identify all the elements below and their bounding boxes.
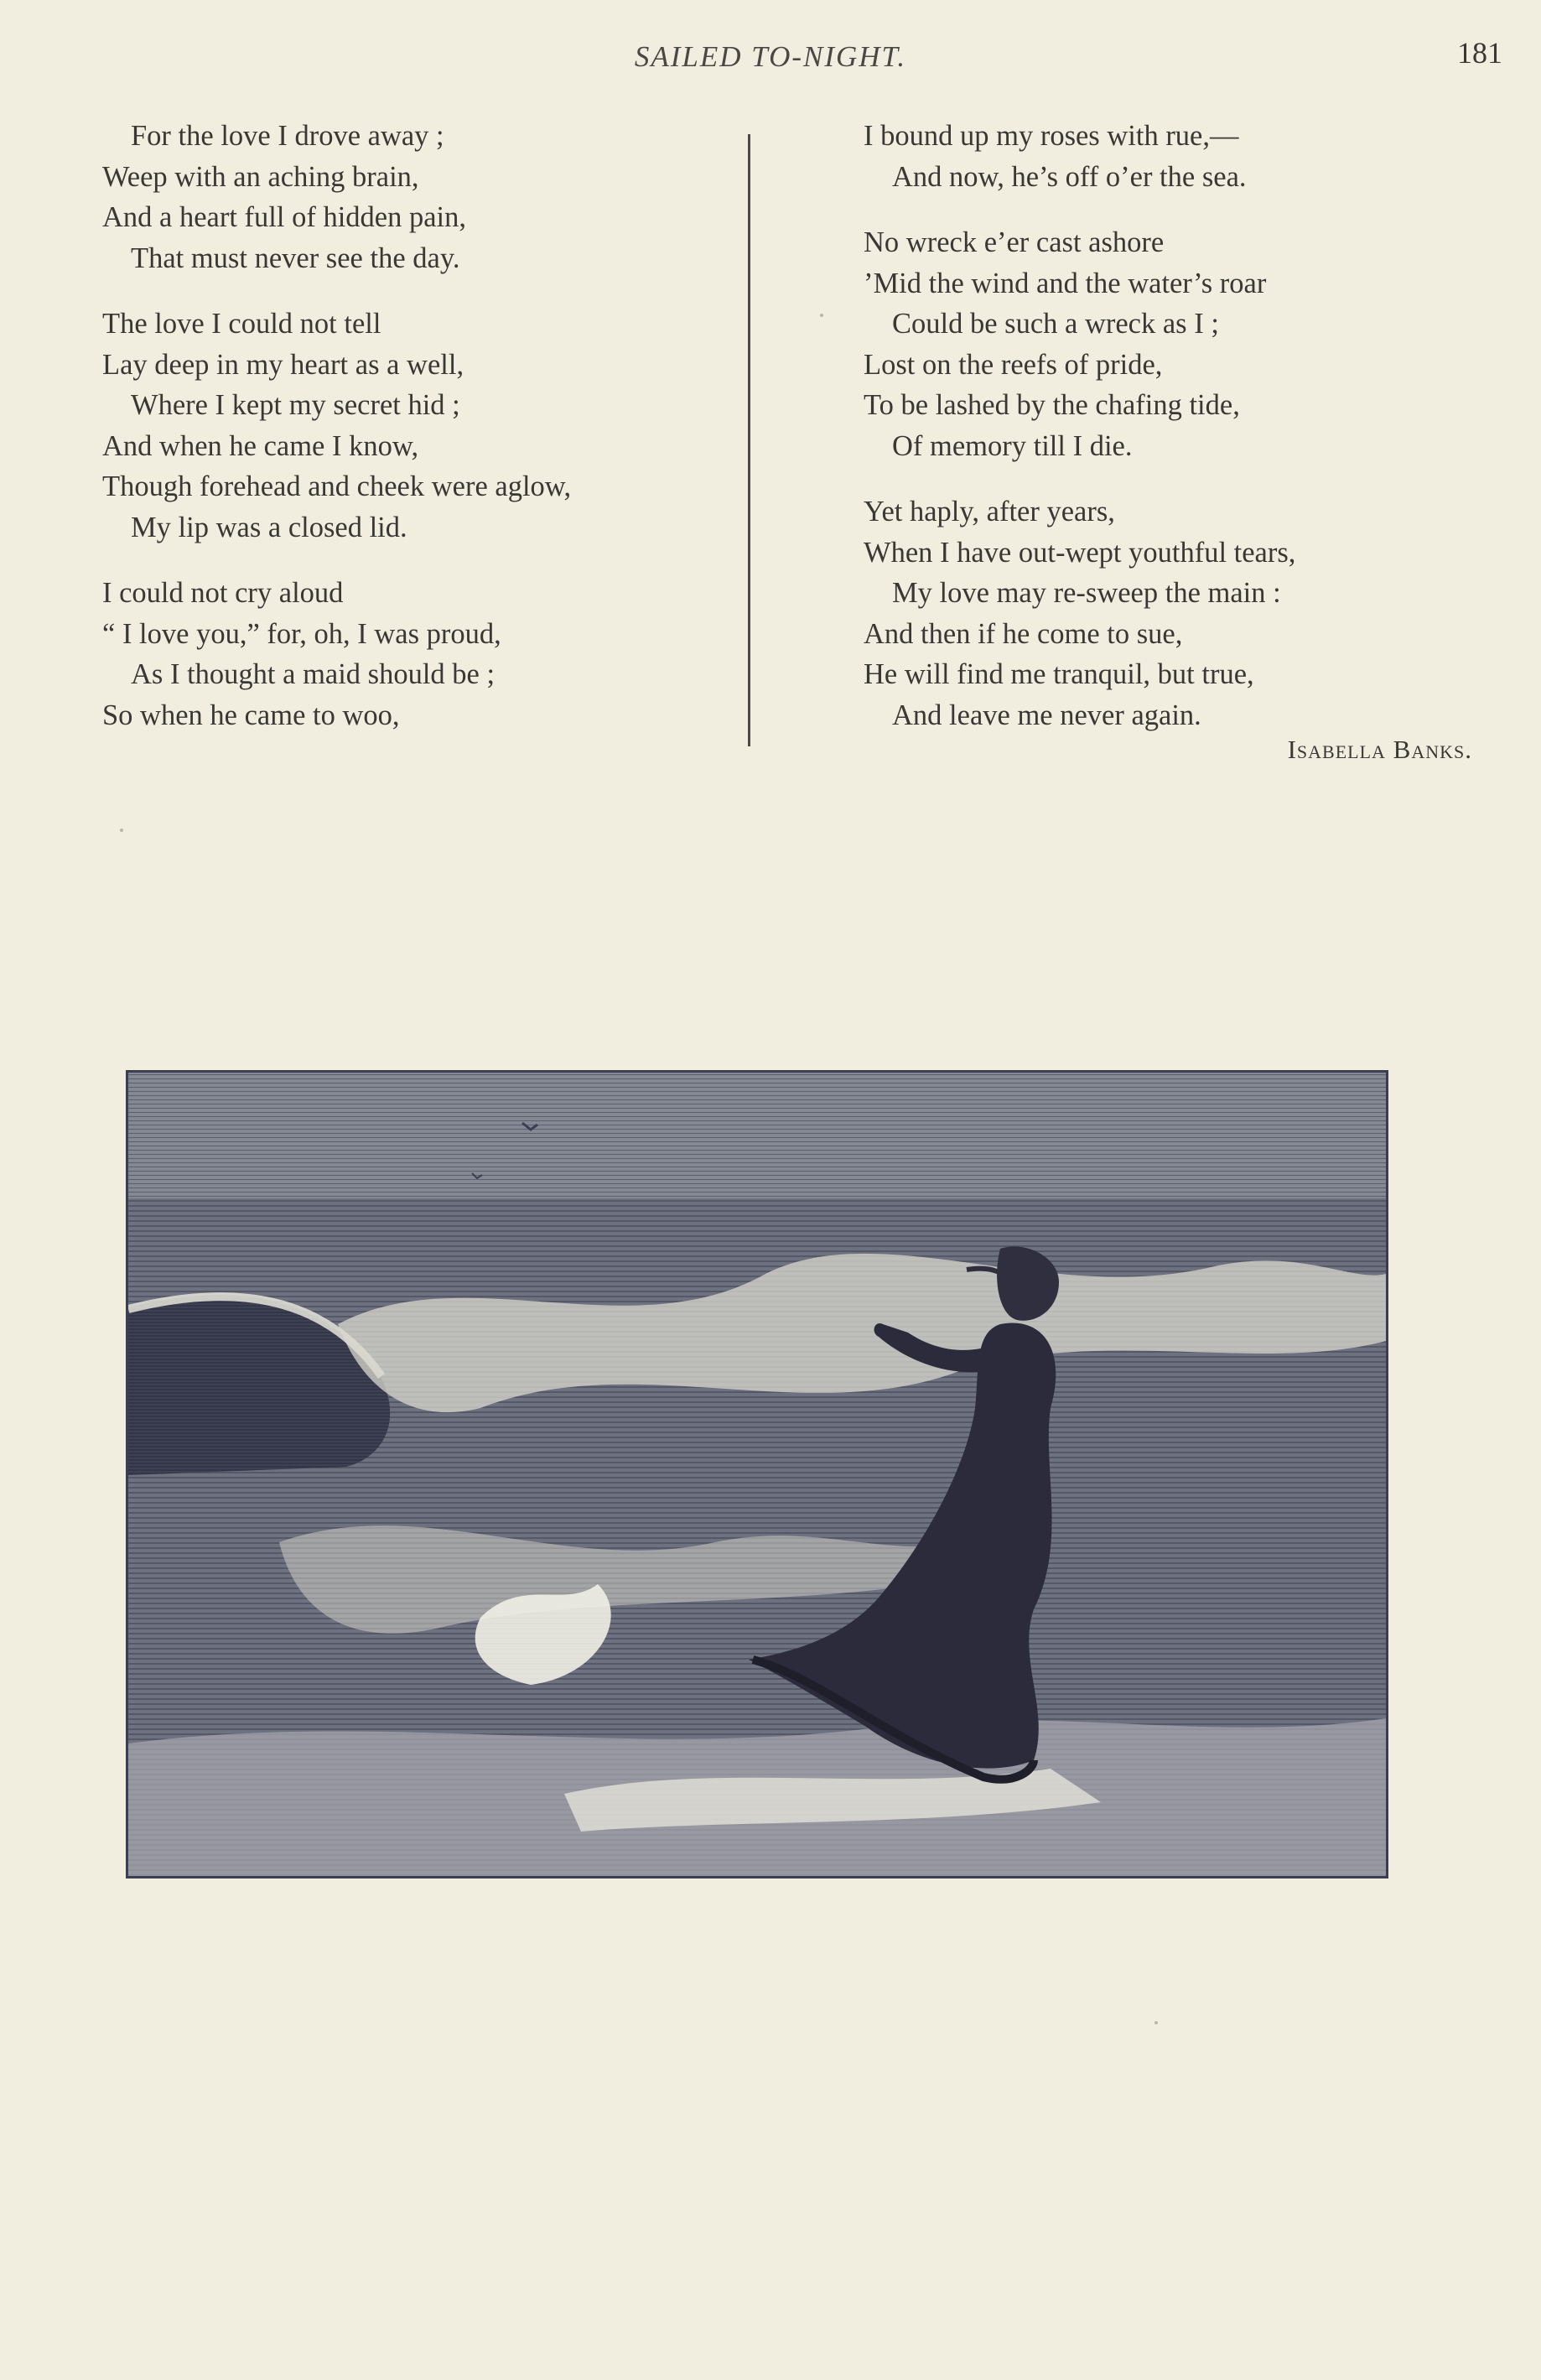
column-divider <box>748 134 750 746</box>
poem-line: So when he came to woo, <box>102 699 400 731</box>
paper-speck <box>120 829 123 832</box>
poem-left-column <box>102 116 739 761</box>
poem-line: Of memory till I die. <box>892 429 1133 462</box>
poem-attribution: Isabella Banks. <box>1287 735 1472 764</box>
stanza <box>102 304 739 548</box>
paper-speck <box>1154 2021 1158 2024</box>
poem-line: Lay deep in my heart as a well, <box>102 348 464 381</box>
stanza <box>864 222 1484 466</box>
poem-line: Weep with an aching brain, <box>102 160 419 193</box>
poem-line: I could not cry aloud <box>102 577 344 609</box>
page-number: 181 <box>1457 36 1502 70</box>
poem-line: And leave me never again. <box>892 699 1201 731</box>
poem-line: When I have out-wept youthful tears, <box>864 536 1296 569</box>
poem-line: The love I could not tell <box>102 308 381 340</box>
paper-speck <box>820 314 823 317</box>
poem-line: “ I love you,” for, oh, I was proud, <box>102 617 501 650</box>
stanza <box>864 116 1484 197</box>
poem-right-column <box>864 116 1484 761</box>
stanza <box>864 491 1484 735</box>
stanza <box>102 116 739 278</box>
poem-line: For the love I drove away ; <box>131 120 444 152</box>
poem-line: He will find me tranquil, but true, <box>864 658 1254 690</box>
poem-line: Lost on the reefs of pride, <box>864 348 1163 381</box>
poem-line: And when he came I know, <box>102 429 419 462</box>
stanza <box>102 573 739 735</box>
poem-line: I bound up my roses with rue,— <box>864 120 1239 152</box>
engraving-illustration <box>126 1070 1388 1879</box>
poem-line: To be lashed by the chafing tide, <box>864 389 1240 421</box>
poem-line: My lip was a closed lid. <box>131 511 407 543</box>
poem-line: Yet haply, after years, <box>864 496 1115 527</box>
poem-line: As I thought a maid should be ; <box>131 658 496 690</box>
poem-line: ’Mid the wind and the water’s roar <box>864 267 1267 299</box>
poem-line: And a heart full of hidden pain, <box>102 201 466 233</box>
poem-line: My love may re-sweep the main : <box>892 577 1281 609</box>
stormy-sea-engraving <box>128 1073 1386 1876</box>
sky <box>128 1073 1386 1215</box>
poem-line: Could be such a wreck as I ; <box>892 308 1219 340</box>
poem-line: That must never see the day. <box>131 242 460 274</box>
poem-line: And now, he’s off o’er the sea. <box>892 160 1247 193</box>
poem-line: And then if he come to sue, <box>864 617 1183 650</box>
poem-line: Though forehead and cheek were aglow, <box>102 470 572 502</box>
running-head: SAILED TO-NIGHT. <box>634 40 907 73</box>
poem-line: No wreck e’er cast ashore <box>864 226 1165 258</box>
poem-line: Where I kept my secret hid ; <box>131 389 460 421</box>
